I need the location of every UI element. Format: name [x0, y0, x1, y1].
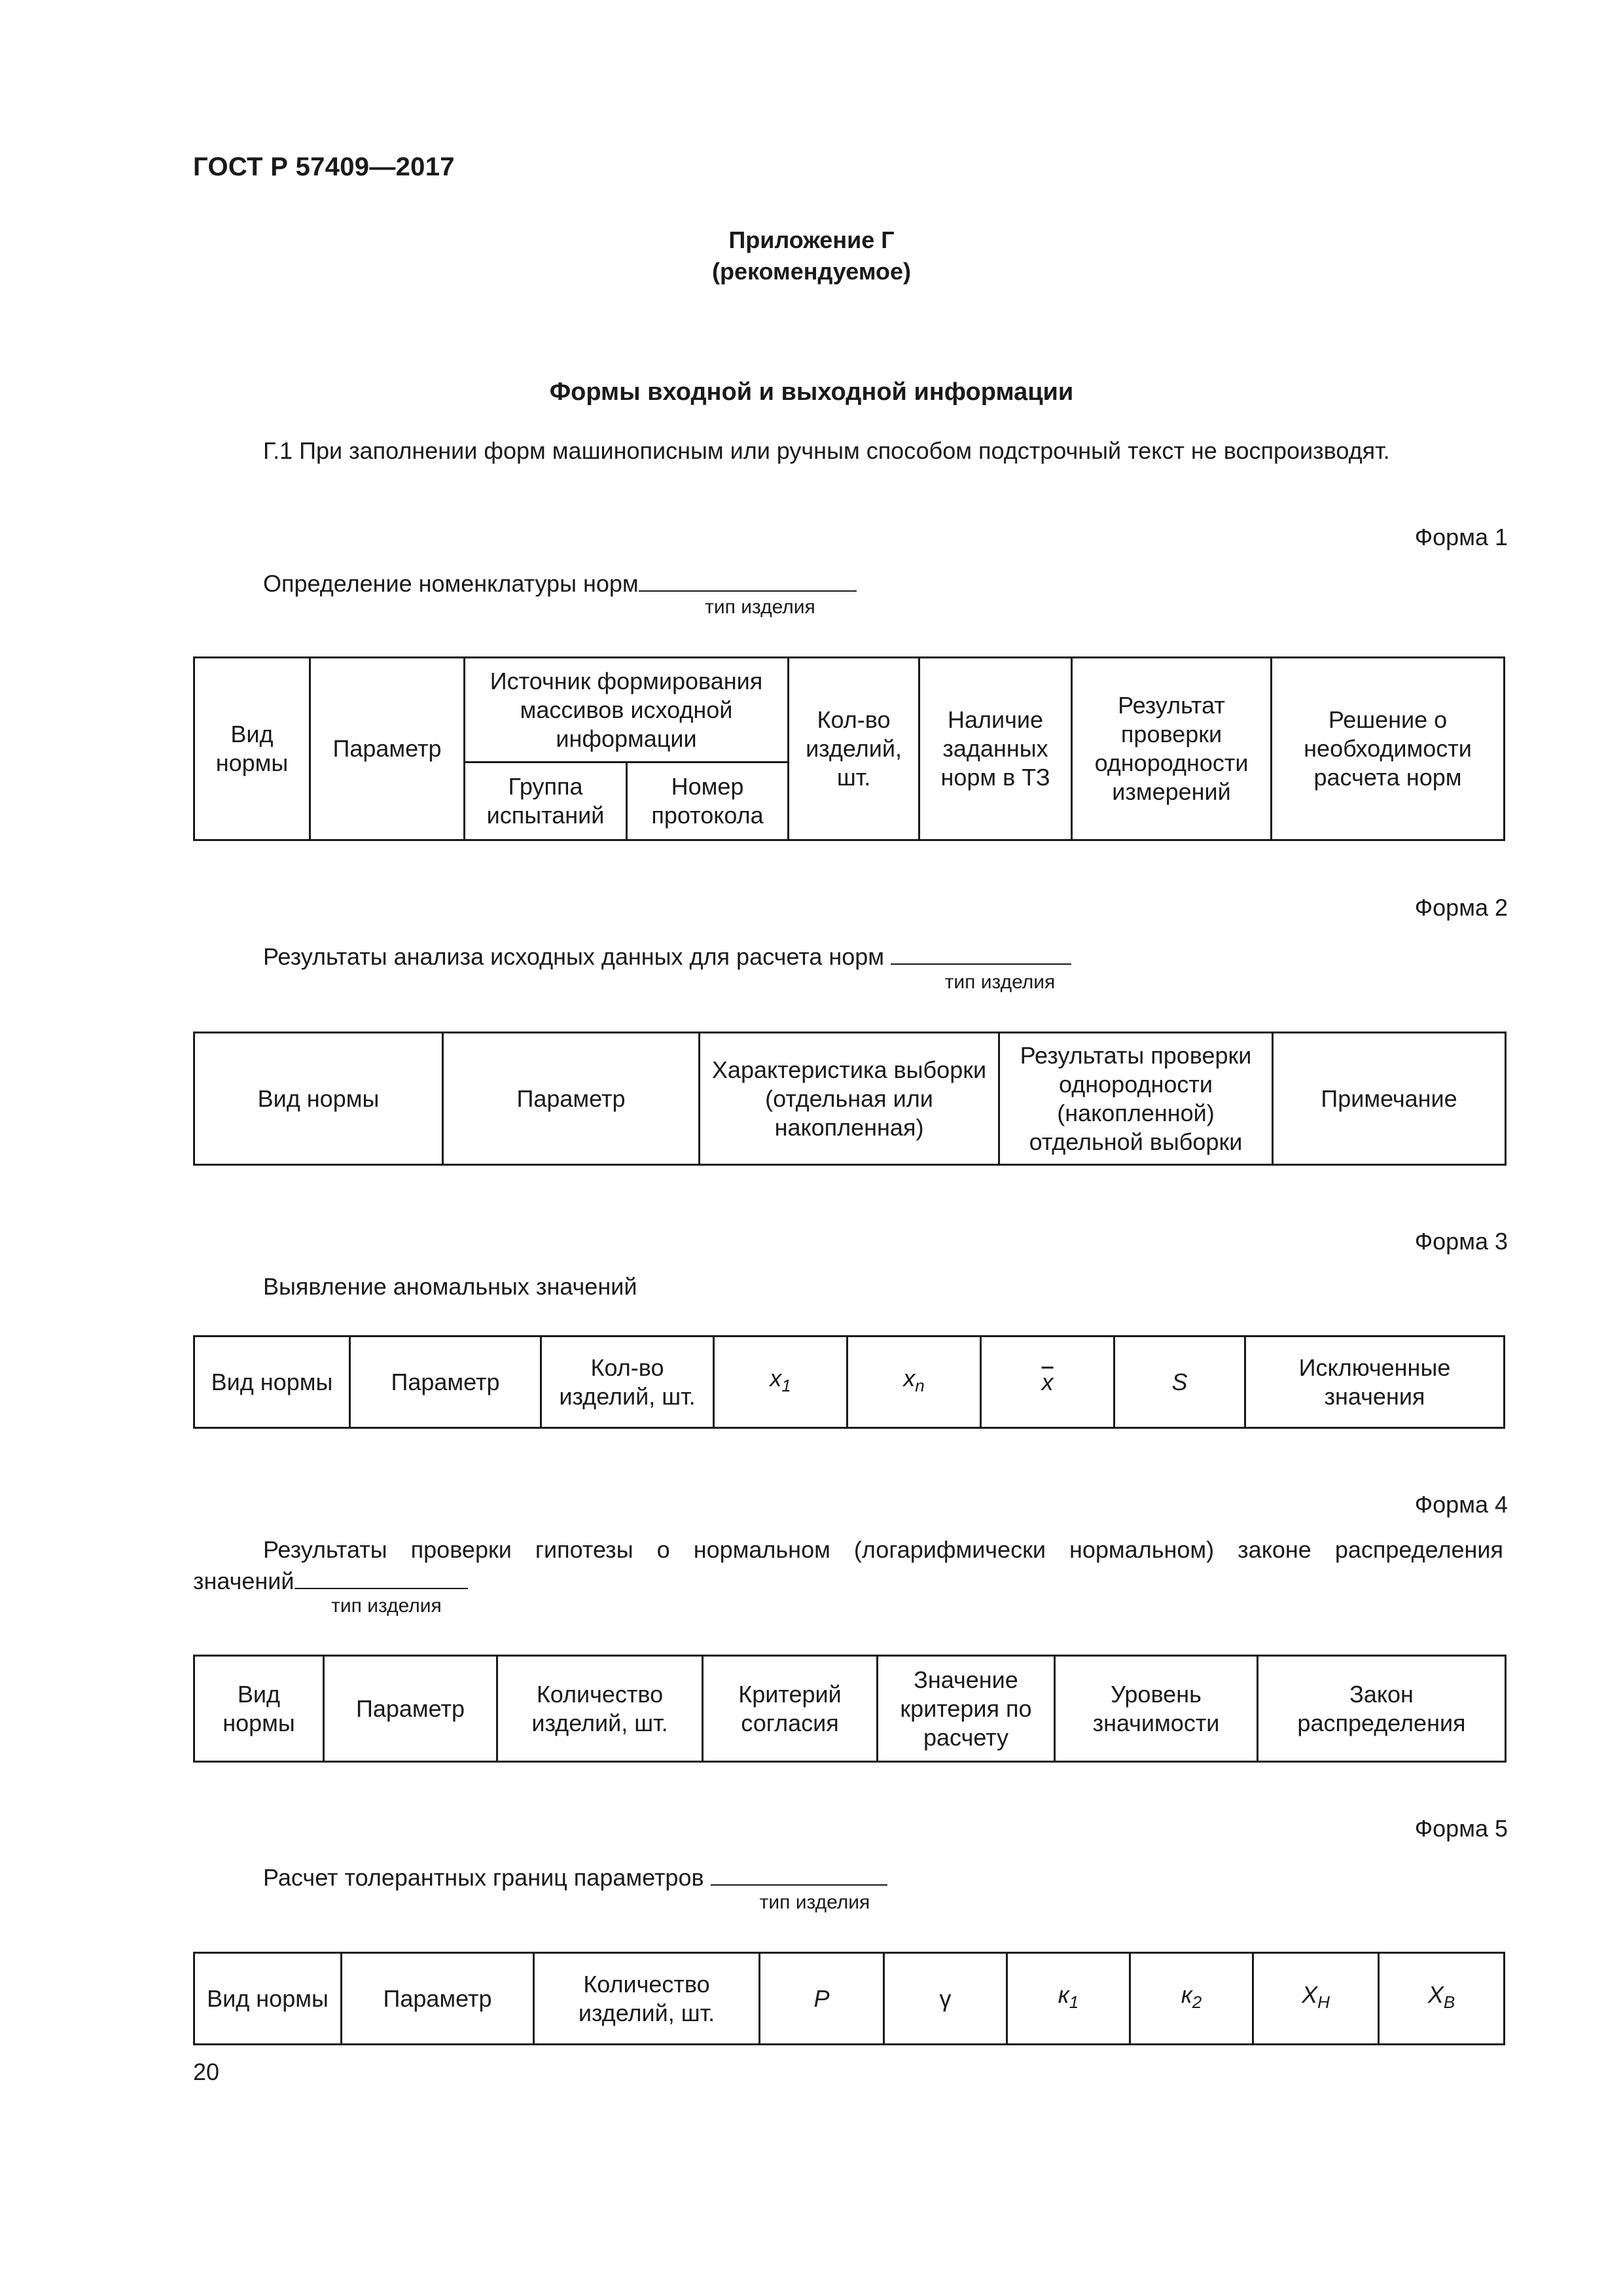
form5-header-gamma	[884, 1953, 1007, 2045]
form4-header-param: Параметр	[324, 1656, 497, 1762]
k1-symbol: к	[1058, 1981, 1069, 2008]
form3-header-kind: Вид нормы	[194, 1336, 350, 1428]
gamma-symbol: γ	[939, 1984, 952, 2012]
k1-subscript: 1	[1069, 1992, 1079, 2012]
xn-subscript: n	[915, 1376, 925, 1395]
xbar-symbol: $\overline{x}$	[1041, 1368, 1054, 1395]
k2-subscript: 2	[1192, 1992, 1202, 2012]
form2-header-sample: Характеристика выборки (отдельная или накопленная)	[700, 1033, 999, 1165]
form3-header-s	[1115, 1336, 1245, 1428]
form4-header-significance: Уровень значимости	[1055, 1656, 1258, 1762]
form4-underlabel: тип изделия	[331, 1595, 442, 1617]
form4-table	[193, 1655, 1507, 1763]
appendix-type: (рекомендуемое)	[712, 258, 911, 285]
form3-caption: Выявление аномальных значений	[263, 1273, 637, 1300]
form1-header-decision: Решение о необходимости расчета норм	[1272, 658, 1505, 840]
p-symbol: P	[813, 1984, 830, 2012]
form5-header-xb	[1379, 1953, 1505, 2045]
form3-table	[193, 1335, 1505, 1429]
form2-header-kind: Вид нормы	[194, 1033, 443, 1165]
form2-header-check: Результаты проверки однородности (накопленной) отдельной выборки	[999, 1033, 1273, 1165]
form1-label: Форма 1	[1414, 524, 1508, 550]
form2-table	[193, 1031, 1507, 1166]
form1-header-source: Источник формирования массивов исходной информации	[465, 658, 789, 762]
form5-header-xh	[1253, 1953, 1379, 2045]
form5-underlabel: тип изделия	[759, 1892, 870, 1913]
form1-header-kind: Вид нормы	[194, 658, 310, 840]
intro-paragraph: Г.1 При заполнении форм машинописным или ручным способом подстрочный текст не воспроизводят.	[263, 437, 1390, 464]
page-number: 20	[193, 2058, 220, 2085]
form4-header-value: Значение критерия по расчету	[878, 1656, 1055, 1762]
form5-header-count: Количество изделий, шт.	[534, 1953, 760, 2045]
xn-symbol: x	[903, 1365, 916, 1391]
k2-symbol: к	[1181, 1981, 1192, 2008]
form1-caption-line	[263, 568, 857, 598]
form2-header-param: Параметр	[443, 1033, 700, 1165]
form2-underlabel: тип изделия	[944, 971, 1056, 993]
form3-header-param: Параметр	[350, 1336, 541, 1428]
form3-header-xbar	[981, 1336, 1115, 1428]
form4-caption-cont: значений	[193, 1568, 294, 1594]
form5-header-p	[760, 1953, 884, 2045]
xh-subscript: H	[1317, 1992, 1330, 2012]
document-title: Формы входной и выходной информации	[549, 378, 1074, 406]
form3-header-x1	[714, 1336, 847, 1428]
form5-header-param: Параметр	[342, 1953, 534, 2045]
form2-header-note: Примечание	[1273, 1033, 1506, 1165]
form1-header-group: Группа испытаний	[465, 762, 627, 840]
form4-caption-line2	[193, 1566, 468, 1595]
xb-symbol: X	[1427, 1981, 1444, 2008]
form1-header-param: Параметр	[310, 658, 465, 840]
xb-subscript: B	[1443, 1992, 1455, 2012]
form5-blank-line	[711, 1862, 887, 1886]
form4-header-count: Количество изделий, шт.	[497, 1656, 703, 1762]
form4-header-kind: Вид нормы	[194, 1656, 324, 1762]
x1-symbol: x	[770, 1365, 782, 1391]
form1-underlabel: тип изделия	[705, 596, 815, 618]
form1-header-protocol: Номер протокола	[627, 762, 789, 840]
form1-caption: Определение номенклатуры норм	[263, 570, 639, 597]
standard-number: ГОСТ Р 57409—2017	[193, 152, 455, 181]
form2-caption-line	[263, 941, 1071, 971]
form4-caption: Результаты проверки гипотезы о нормальном (логарифмически нормальном) законе распределения	[263, 1536, 1503, 1563]
xh-symbol: X	[1302, 1981, 1318, 2008]
form3-label: Форма 3	[1414, 1228, 1508, 1255]
form3-header-xn	[847, 1336, 981, 1428]
appendix-heading	[0, 224, 1623, 287]
form2-blank-line	[891, 941, 1071, 965]
form1-header-count: Кол-во изделий, шт.	[789, 658, 919, 840]
form2-label: Форма 2	[1414, 894, 1508, 921]
form5-header-kind: Вид нормы	[194, 1953, 342, 2045]
appendix-label: Приложение Г	[728, 226, 895, 253]
form1-header-check: Результат проверки однородности измерений	[1072, 658, 1272, 840]
form4-blank-line	[294, 1566, 468, 1589]
form1-table	[193, 656, 1505, 841]
form4-header-criterion: Критерий согласия	[703, 1656, 878, 1762]
form4-header-law: Закон распределения	[1258, 1656, 1506, 1762]
form3-header-excluded: Исключенные значения	[1245, 1336, 1505, 1428]
form5-header-k1	[1007, 1953, 1130, 2045]
form5-header-k2	[1130, 1953, 1253, 2045]
form3-header-count: Кол-во изделий, шт.	[541, 1336, 714, 1428]
x1-subscript: 1	[781, 1376, 791, 1395]
s-symbol: S	[1171, 1368, 1188, 1395]
form2-caption: Результаты анализа исходных данных для расчета норм	[263, 943, 885, 970]
form4-label: Форма 4	[1414, 1491, 1508, 1518]
form1-header-presence: Наличие заданных норм в ТЗ	[919, 658, 1072, 840]
form5-label: Форма 5	[1414, 1815, 1508, 1842]
form5-table	[193, 1952, 1505, 2045]
form5-caption-line	[263, 1862, 887, 1892]
form5-caption: Расчет толерантных границ параметров	[263, 1864, 704, 1891]
form1-blank-line	[639, 568, 857, 592]
